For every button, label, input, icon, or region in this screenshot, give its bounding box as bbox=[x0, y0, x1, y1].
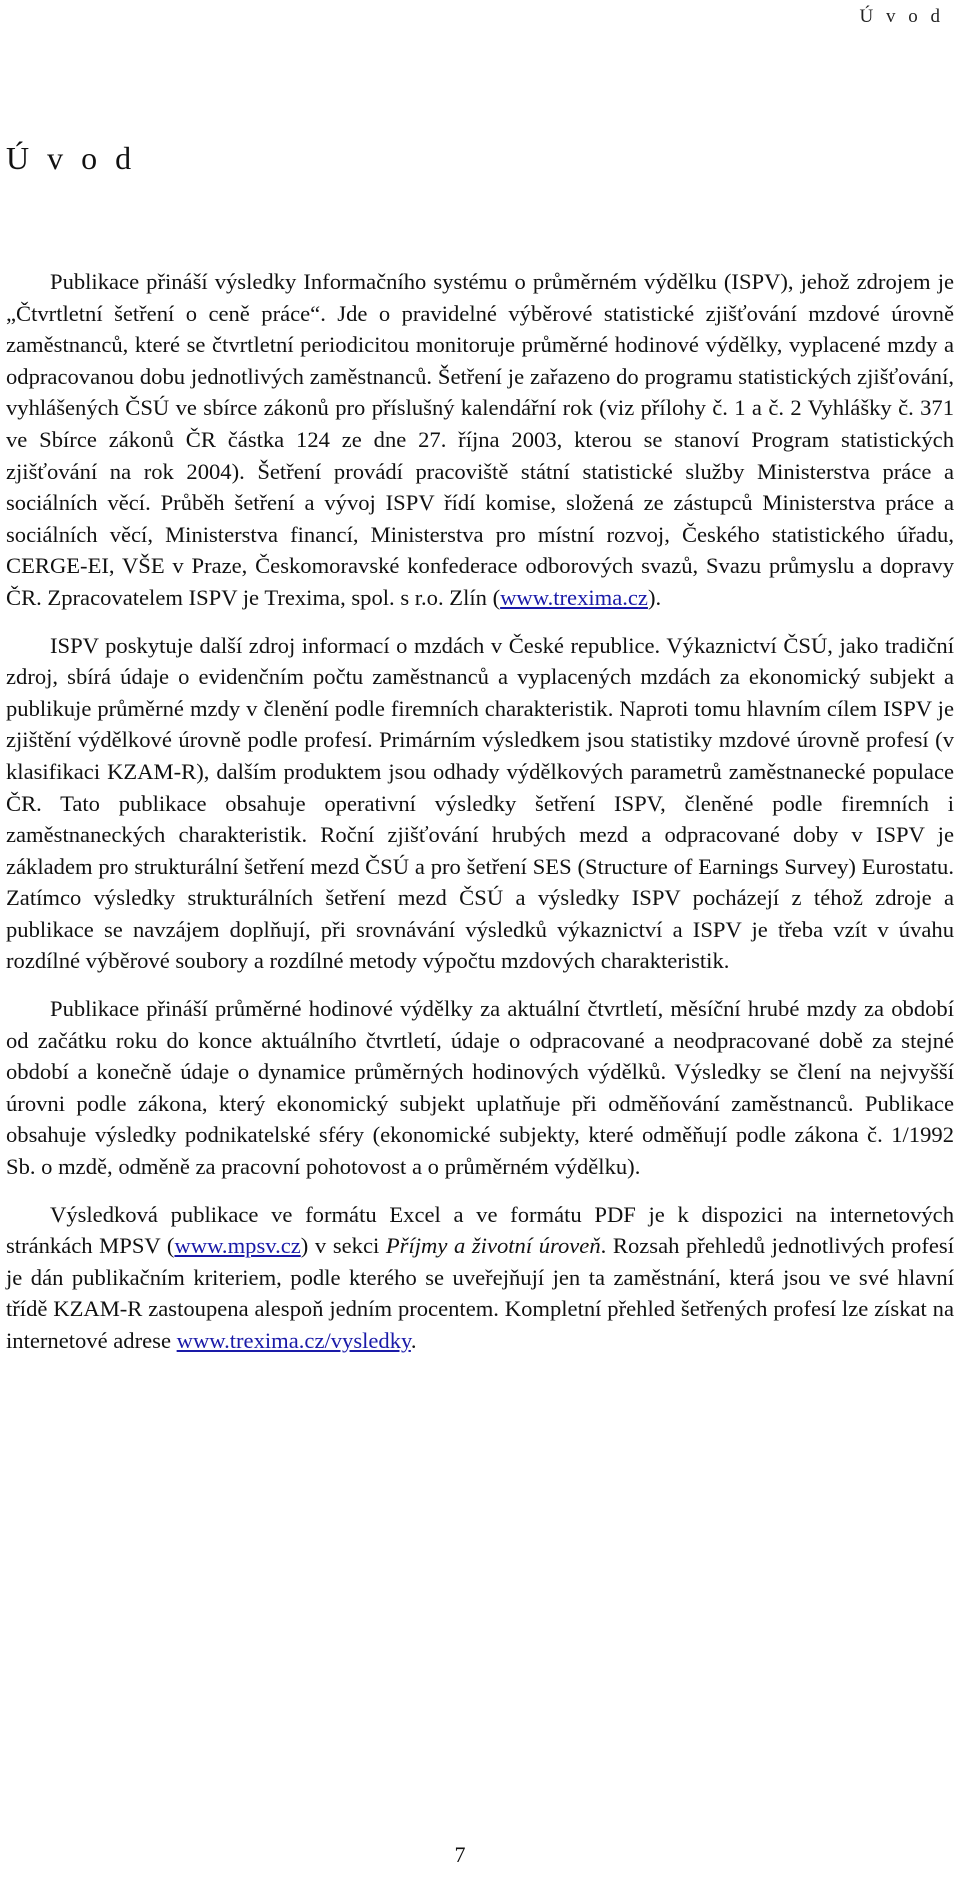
paragraph-intro bbox=[6, 266, 954, 614]
paragraph-ispv-sources-text: ISPV poskytuje další zdroj informací o mzdách v České republice. Výkaznictví ČSÚ, jako tradiční zdroj, sbírá údaje o evidenčním počtu zaměstnanců a vyplacených mzdách za ekonomický subjekt a publikuje průměrné mzdy v členění podle firemních charakteristik. Naproti tomu hlavním cílem ISPV je zjištění výdělkové úrovně podle profesí. Primárním výsledkem jsou statistiky mzdové úrovně profesí (v klasifikaci KZAM-R), dalším produktem jsou odhady výdělkových parametrů zaměstnanecké populace ČR. Tato publikace obsahuje operativní výsledky šetření ISPV, členěné podle firemních i zaměstnaneckých charakteristik. Roční zjišťování hrubých mezd a odpracované doby v ISPV je základem pro strukturální šetření mezd ČSÚ a pro šetření SES (Structure of Earnings Survey) Eurostatu. Zatímco výsledky strukturálních šetření mezd ČSÚ a výsledky ISPV pocházejí z téhož zdroje a publikace se navzájem doplňují, při srovnávání výsledků výkaznictví a ISPV je třeba vzít v úvahu rozdílné výběrové soubory a rozdílné metody výpočtu mzdových charakteristik. bbox=[6, 632, 954, 974]
paragraph-publication-content bbox=[6, 993, 954, 1183]
trexima-link[interactable]: www.trexima.cz bbox=[500, 584, 648, 610]
page-title: Ú v o d bbox=[6, 140, 137, 176]
page-number: 7 bbox=[454, 1842, 466, 1867]
document-body bbox=[6, 266, 954, 1373]
paragraph-publication-content-text: Publikace přináší průměrné hodinové výdělky za aktuální čtvrtletí, měsíční hrubé mzdy za období od začátku roku do konce aktuálního čtvrtletí, údaje o odpracované a neodpracované době za stejné období a konečně údaje o dynamice průměrných hodinových výdělků. Výsledky se člení na nejvyšší úrovni podle zákona, který ekonomický subjekt uplatňuje při odměňování zaměstnanců. Publikace obsahuje výsledky podnikatelské sféry (ekonomické subjekty, které odměňují podle zákona č. 1/1992 Sb. o mzdě, odměně za pracovní pohotovost a o průměrném výdělku). bbox=[6, 996, 954, 1180]
paragraph-intro-text: Publikace přináší výsledky Informačního systému o průměrném výdělku (ISPV), jehož zdrojem je „Čtvrtletní šetření o ceně práce“. Jde o pravidelné výběrové statistické zjišťování mzdové úrovně zaměstnanců, které se čtvrtletní periodicitou monitoruje průměrné hodinové výdělky, vyplacené mzdy a odpracovanou dobu jednotlivých zaměstnanců. Šetření je zařazeno do programu statistických zjišťování, vyhlášených ČSÚ ve sbírce zákonů pro příslušný kalendářní rok (viz přílohy č. 1 a č. 2 Vyhlášky č. 371 ve Sbírce zákonů ČR částka 124 ze dne 27. října 2003, kterou se stanoví Program statistických zjišťování na rok 2004). Šetření provádí pracoviště státní statistické služby Ministerstva práce a sociálních věcí. Průběh šetření a vývoj ISPV řídí komise, složená ze zástupců Ministerstva práce a sociálních věcí, Ministerstva financí, Ministerstva pro místní rozvoj, Českého statistického úřadu, CERGE-EI, VŠE v Praze, Českomoravské konfederace odborových svazů, Svazu průmyslu a dopravy ČR. Zpracovatelem ISPV je Trexima, spol. s r.o. Zlín ( bbox=[6, 269, 954, 610]
paragraph-availability-end: . bbox=[410, 1328, 417, 1353]
section-name: Příjmy a životní úroveň bbox=[385, 1233, 601, 1259]
paragraph-availability bbox=[6, 1199, 954, 1357]
trexima-results-link[interactable]: www.trexima.cz/vysledky bbox=[176, 1328, 411, 1353]
paragraph-availability-after: . Rozsah přehledů jednotlivých profesí je dán publikačním kriteriem, podle kterého se uveřejňují jen ta zaměstnání, která jsou ve své hlavní třídě KZAM-R zastoupena alespoň jedním procentem. Kompletní přehled šetřených profesí lze získat na internetové adrese bbox=[6, 1233, 954, 1353]
paragraph-availability-middle: ) v sekci bbox=[300, 1233, 386, 1259]
paragraph-intro-end: ). bbox=[647, 584, 662, 610]
running-header: Ú v o d bbox=[859, 6, 944, 27]
paragraph-ispv-sources bbox=[6, 630, 954, 978]
mpsv-link[interactable]: www.mpsv.cz bbox=[174, 1233, 301, 1259]
paragraph-availability-before: Výsledková publikace ve formátu Excel a ve formátu PDF je k dispozici na internetových stránkách MPSV ( bbox=[6, 1201, 954, 1259]
